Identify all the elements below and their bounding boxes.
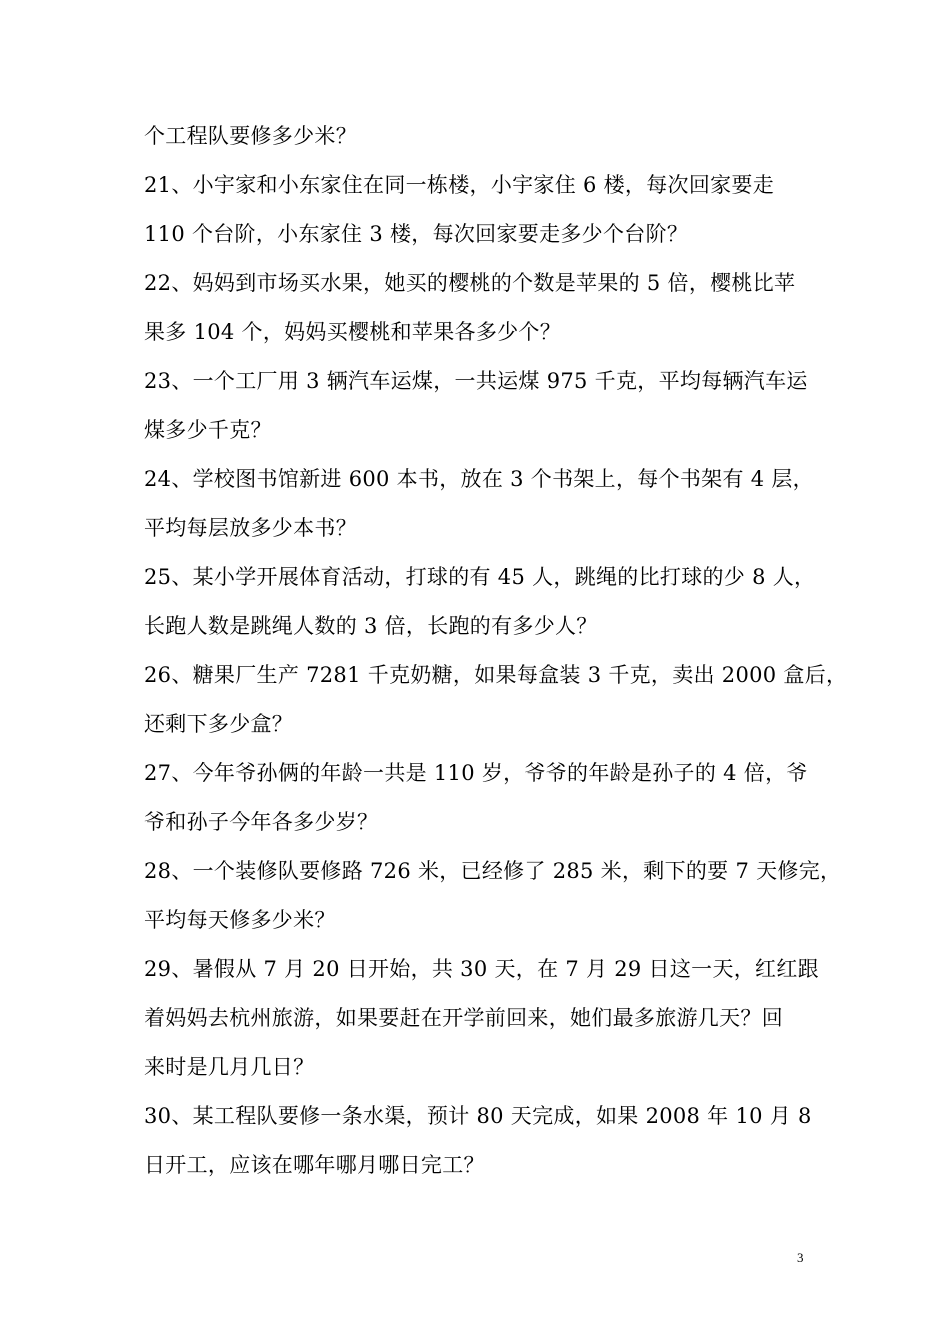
text-line: 日开工，应该在哪年哪月哪日完工？ [144, 1153, 485, 1177]
text-line: 23、一个工厂用 3 辆汽车运煤，一共运煤 975 千克，平均每辆汽车运 [144, 369, 808, 393]
text-line: 25、某小学开展体育活动，打球的有 45 人，跳绳的比打球的少 8 人， [144, 565, 816, 589]
text-line: 果多 104 个，妈妈买樱桃和苹果各多少个？ [144, 320, 562, 344]
text-line: 28、一个装修队要修路 726 米，已经修了 285 米，剩下的要 7 天修完， [144, 859, 842, 883]
text-line: 长跑人数是跳绳人数的 3 倍，长跑的有多少人？ [144, 614, 598, 638]
text-line: 还剩下多少盒？ [144, 712, 294, 736]
text-line: 着妈妈去杭州旅游，如果要赶在开学前回来，她们最多旅游几天？回 [144, 1006, 783, 1030]
text-line: 29、暑假从 7 月 20 日开始，共 30 天，在 7 月 29 日这一天，红红跟 [144, 957, 819, 981]
text-line: 来时是几月几日？ [144, 1055, 315, 1079]
text-line: 26、糖果厂生产 7281 千克奶糖，如果每盒装 3 千克，卖出 2000 盒后， [144, 663, 848, 687]
text-line: 平均每层放多少本书？ [144, 516, 357, 540]
text-line: 30、某工程队要修一条水渠，预计 80 天完成，如果 2008 年 10 月 8 [144, 1104, 812, 1128]
text-line: 煤多少千克？ [144, 418, 272, 442]
page-number: 3 [797, 1250, 804, 1265]
text-line: 21、小宇家和小东家住在同一栋楼，小宇家住 6 楼，每次回家要走 [144, 173, 775, 197]
text-line: 24、学校图书馆新进 600 本书，放在 3 个书架上，每个书架有 4 层， [144, 467, 814, 491]
problem-text-block [144, 112, 848, 1190]
text-line: 22、妈妈到市场买水果，她买的樱桃的个数是苹果的 5 倍，樱桃比苹 [144, 271, 796, 295]
text-line: 110 个台阶，小东家住 3 楼，每次回家要走多少个台阶？ [144, 222, 689, 246]
text-line: 27、今年爷孙俩的年龄一共是 110 岁，爷爷的年龄是孙子的 4 倍，爷 [144, 761, 808, 785]
text-line: 爷和孙子今年各多少岁？ [144, 810, 379, 834]
text-line: 个工程队要修多少米？ [144, 124, 357, 148]
text-line: 平均每天修多少米？ [144, 908, 336, 932]
